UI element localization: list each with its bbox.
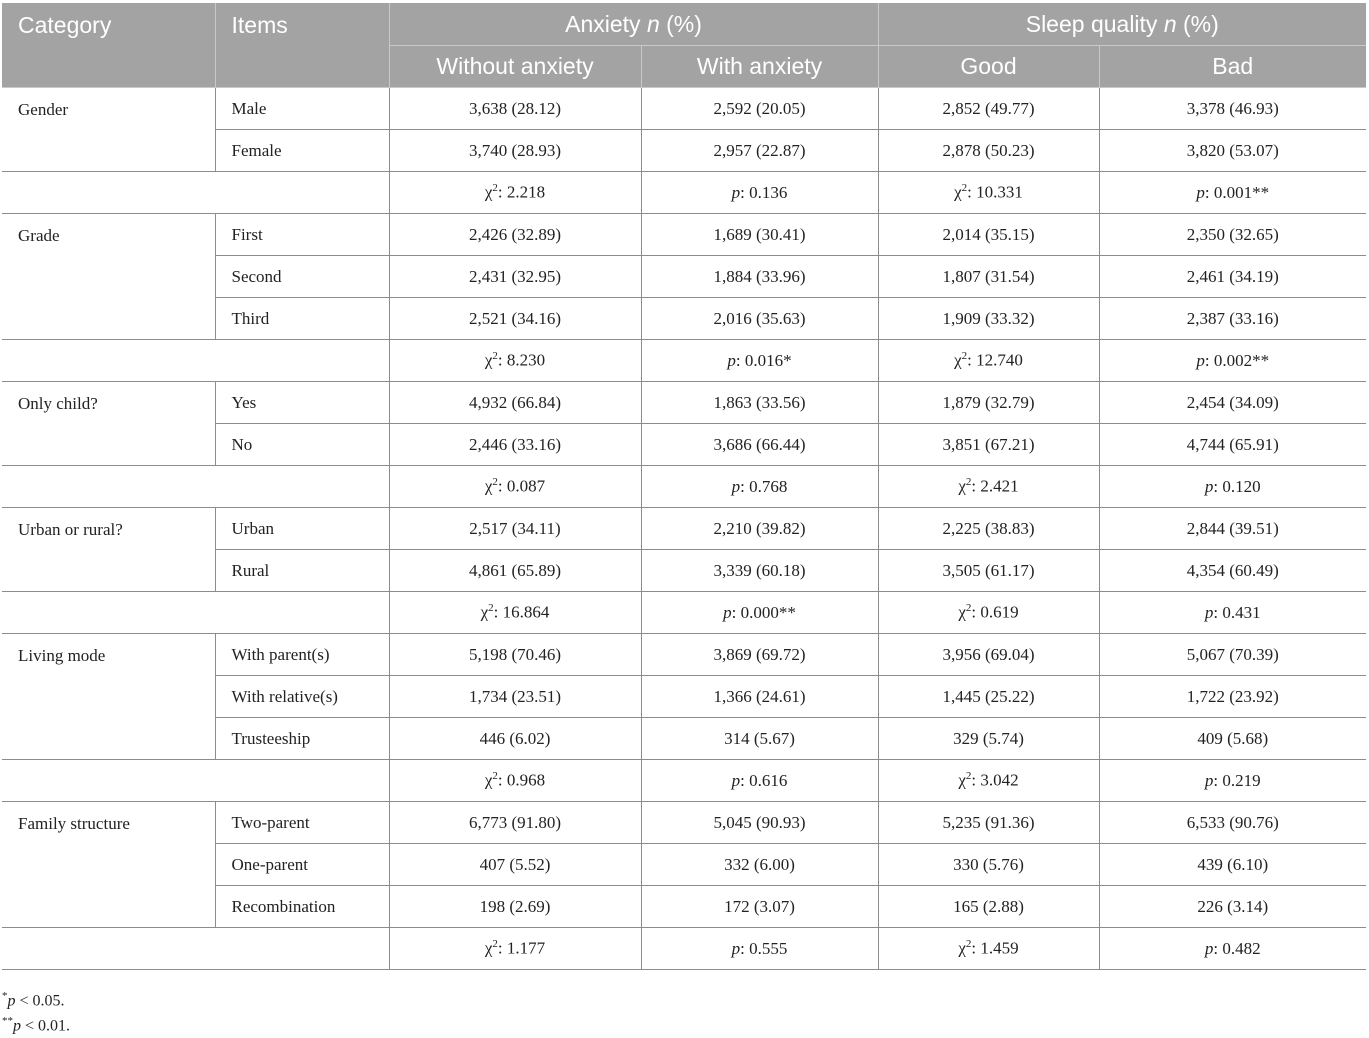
chi-square-sleep: $\chi^2$: 3.042	[878, 760, 1099, 802]
value-cell: 1,366 (24.61)	[641, 676, 878, 718]
value-cell: 2,852 (49.77)	[878, 88, 1099, 130]
table-row	[2, 214, 1366, 256]
header-category: Category	[2, 3, 215, 88]
stats-blank	[2, 592, 389, 634]
stats-blank	[2, 760, 389, 802]
value-cell: 2,387 (33.16)	[1099, 298, 1366, 340]
header-anxiety-group: Anxiety n (%)	[389, 3, 878, 46]
value-cell: 2,210 (39.82)	[641, 508, 878, 550]
p-value-sleep: p: 0.002**	[1099, 340, 1366, 382]
value-cell: 3,686 (66.44)	[641, 424, 878, 466]
value-cell: 1,689 (30.41)	[641, 214, 878, 256]
header-without-anxiety: Without anxiety	[389, 46, 641, 88]
item-label: Urban	[215, 508, 389, 550]
item-label: With relative(s)	[215, 676, 389, 718]
footnote-2: **p < 0.01.	[2, 1015, 71, 1035]
p-value-sleep: p: 0.431	[1099, 592, 1366, 634]
value-cell: 4,744 (65.91)	[1099, 424, 1366, 466]
value-cell: 3,638 (28.12)	[389, 88, 641, 130]
stats-row	[2, 466, 1366, 508]
p-value-anxiety: p: 0.555	[641, 928, 878, 970]
stats-row	[2, 928, 1366, 970]
category-label: Living mode	[2, 634, 215, 760]
value-cell: 2,454 (34.09)	[1099, 382, 1366, 424]
value-cell: 407 (5.52)	[389, 844, 641, 886]
item-label: No	[215, 424, 389, 466]
value-cell: 2,446 (33.16)	[389, 424, 641, 466]
item-label: First	[215, 214, 389, 256]
item-label: Yes	[215, 382, 389, 424]
value-cell: 2,521 (34.16)	[389, 298, 641, 340]
value-cell: 3,851 (67.21)	[878, 424, 1099, 466]
item-label: Third	[215, 298, 389, 340]
p-value-anxiety: p: 0.768	[641, 466, 878, 508]
value-cell: 3,505 (61.17)	[878, 550, 1099, 592]
stats-row	[2, 760, 1366, 802]
value-cell: 3,378 (46.93)	[1099, 88, 1366, 130]
header-bad: Bad	[1099, 46, 1366, 88]
value-cell: 2,878 (50.23)	[878, 130, 1099, 172]
value-cell: 1,884 (33.96)	[641, 256, 878, 298]
value-cell: 165 (2.88)	[878, 886, 1099, 928]
value-cell: 172 (3.07)	[641, 886, 878, 928]
stats-row	[2, 340, 1366, 382]
category-label: Gender	[2, 88, 215, 172]
value-cell: 2,517 (34.11)	[389, 508, 641, 550]
value-cell: 6,533 (90.76)	[1099, 802, 1366, 844]
value-cell: 1,909 (33.32)	[878, 298, 1099, 340]
value-cell: 4,932 (66.84)	[389, 382, 641, 424]
value-cell: 2,350 (32.65)	[1099, 214, 1366, 256]
header-sleep-group: Sleep quality n (%)	[878, 3, 1366, 46]
value-cell: 198 (2.69)	[389, 886, 641, 928]
value-cell: 1,863 (33.56)	[641, 382, 878, 424]
chi-square-sleep: $\chi^2$: 12.740	[878, 340, 1099, 382]
table-row	[2, 382, 1366, 424]
value-cell: 5,198 (70.46)	[389, 634, 641, 676]
table-body	[2, 88, 1366, 970]
chi-square-sleep: $\chi^2$: 2.421	[878, 466, 1099, 508]
item-label: Rural	[215, 550, 389, 592]
value-cell: 2,014 (35.15)	[878, 214, 1099, 256]
table-row	[2, 508, 1366, 550]
value-cell: 2,592 (20.05)	[641, 88, 878, 130]
value-cell: 5,235 (91.36)	[878, 802, 1099, 844]
value-cell: 4,861 (65.89)	[389, 550, 641, 592]
table-row	[2, 802, 1366, 844]
table-row	[2, 634, 1366, 676]
value-cell: 3,956 (69.04)	[878, 634, 1099, 676]
category-label: Urban or rural?	[2, 508, 215, 592]
p-value-anxiety: p: 0.616	[641, 760, 878, 802]
value-cell: 1,722 (23.92)	[1099, 676, 1366, 718]
item-label: Male	[215, 88, 389, 130]
value-cell: 2,957 (22.87)	[641, 130, 878, 172]
chi-square-anxiety: $\chi^2$: 8.230	[389, 340, 641, 382]
value-cell: 2,225 (38.83)	[878, 508, 1099, 550]
chi-square-anxiety: $\chi^2$: 0.968	[389, 760, 641, 802]
value-cell: 314 (5.67)	[641, 718, 878, 760]
p-value-sleep: p: 0.001**	[1099, 172, 1366, 214]
value-cell: 2,426 (32.89)	[389, 214, 641, 256]
value-cell: 332 (6.00)	[641, 844, 878, 886]
value-cell: 439 (6.10)	[1099, 844, 1366, 886]
category-label: Grade	[2, 214, 215, 340]
value-cell: 5,045 (90.93)	[641, 802, 878, 844]
value-cell: 409 (5.68)	[1099, 718, 1366, 760]
stats-blank	[2, 928, 389, 970]
value-cell: 2,431 (32.95)	[389, 256, 641, 298]
item-label: One-parent	[215, 844, 389, 886]
value-cell: 446 (6.02)	[389, 718, 641, 760]
category-label: Only child?	[2, 382, 215, 466]
value-cell: 2,844 (39.51)	[1099, 508, 1366, 550]
chi-square-anxiety: $\chi^2$: 0.087	[389, 466, 641, 508]
value-cell: 6,773 (91.80)	[389, 802, 641, 844]
table-row	[2, 88, 1366, 130]
value-cell: 3,820 (53.07)	[1099, 130, 1366, 172]
stats-blank	[2, 172, 389, 214]
item-label: Trusteeship	[215, 718, 389, 760]
item-label: Second	[215, 256, 389, 298]
header-good: Good	[878, 46, 1099, 88]
p-value-sleep: p: 0.482	[1099, 928, 1366, 970]
stats-row	[2, 172, 1366, 214]
p-value-sleep: p: 0.120	[1099, 466, 1366, 508]
value-cell: 2,461 (34.19)	[1099, 256, 1366, 298]
stats-blank	[2, 340, 389, 382]
header-with-anxiety: With anxiety	[641, 46, 878, 88]
p-value-anxiety: p: 0.000**	[641, 592, 878, 634]
chi-square-anxiety: $\chi^2$: 1.177	[389, 928, 641, 970]
footnote-1: *p < 0.05.	[2, 990, 65, 1010]
value-cell: 329 (5.74)	[878, 718, 1099, 760]
value-cell: 330 (5.76)	[878, 844, 1099, 886]
value-cell: 1,734 (23.51)	[389, 676, 641, 718]
item-label: Female	[215, 130, 389, 172]
results-table	[2, 3, 1366, 970]
chi-square-sleep: $\chi^2$: 1.459	[878, 928, 1099, 970]
value-cell: 5,067 (70.39)	[1099, 634, 1366, 676]
value-cell: 3,740 (28.93)	[389, 130, 641, 172]
item-label: Recombination	[215, 886, 389, 928]
value-cell: 2,016 (35.63)	[641, 298, 878, 340]
category-label: Family structure	[2, 802, 215, 928]
chi-square-sleep: $\chi^2$: 10.331	[878, 172, 1099, 214]
p-value-anxiety: p: 0.016*	[641, 340, 878, 382]
p-value-sleep: p: 0.219	[1099, 760, 1366, 802]
chi-square-anxiety: $\chi^2$: 2.218	[389, 172, 641, 214]
footnotes	[2, 984, 70, 1034]
stats-row	[2, 592, 1366, 634]
p-value-anxiety: p: 0.136	[641, 172, 878, 214]
value-cell: 3,339 (60.18)	[641, 550, 878, 592]
stats-blank	[2, 466, 389, 508]
value-cell: 4,354 (60.49)	[1099, 550, 1366, 592]
header-items: Items	[215, 3, 389, 88]
value-cell: 226 (3.14)	[1099, 886, 1366, 928]
value-cell: 1,879 (32.79)	[878, 382, 1099, 424]
item-label: With parent(s)	[215, 634, 389, 676]
value-cell: 3,869 (69.72)	[641, 634, 878, 676]
value-cell: 1,807 (31.54)	[878, 256, 1099, 298]
chi-square-sleep: $\chi^2$: 0.619	[878, 592, 1099, 634]
table-header	[2, 3, 1366, 88]
value-cell: 1,445 (25.22)	[878, 676, 1099, 718]
item-label: Two-parent	[215, 802, 389, 844]
chi-square-anxiety: $\chi^2$: 16.864	[389, 592, 641, 634]
